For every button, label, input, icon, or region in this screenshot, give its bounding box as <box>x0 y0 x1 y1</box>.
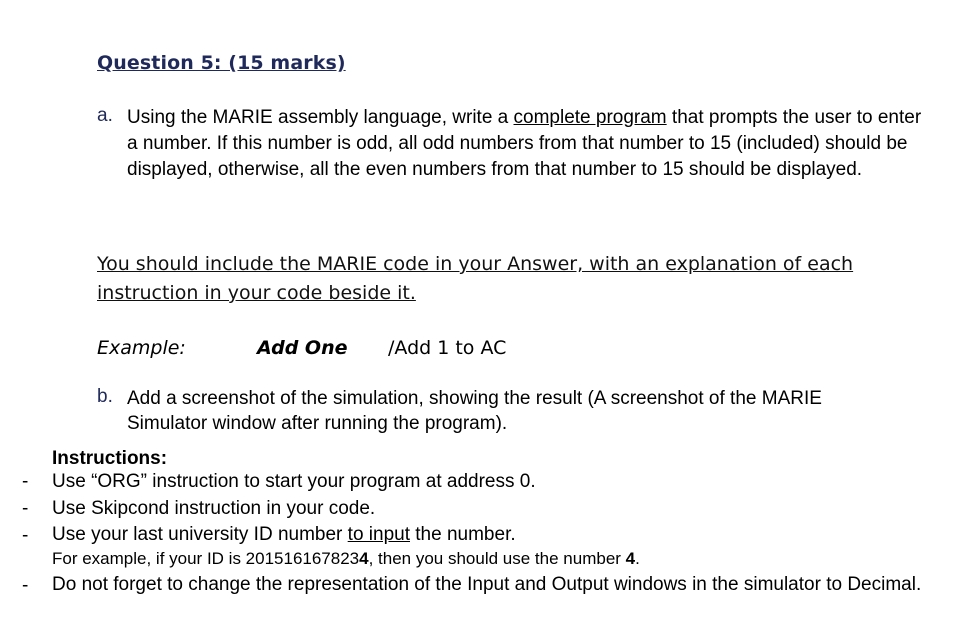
part-b-marker: b. <box>97 386 113 407</box>
question-title: Question 5: (15 marks) <box>97 52 346 74</box>
answer-note: You should include the MARIE code in your Answer, with an explanation of each instruction in your code beside it. <box>97 253 854 304</box>
instruction-item-1: Use “ORG” instruction to start your program at address 0. <box>52 471 536 492</box>
id-example <box>52 549 640 569</box>
id-example-pre: For example, if your ID is 201516167823 <box>52 549 360 568</box>
bullet-1: - <box>22 471 29 492</box>
item3-underlined: to input <box>347 524 410 545</box>
example-label: Example: <box>97 337 186 359</box>
part-a-underlined: complete program <box>513 107 667 128</box>
bullet-2: - <box>22 498 29 519</box>
item3-post: the number. <box>410 524 516 545</box>
part-a-post: that prompts the user to enter a number. If this number is odd, all odd numbers from that number to 15 (included) should be displayed, otherwise, all the even numbers from that number to 15 should be displayed. <box>127 107 922 180</box>
id-example-end: . <box>635 549 640 568</box>
part-a-marker: a. <box>97 105 113 126</box>
instruction-item-2: Use Skipcond instruction in your code. <box>52 498 376 519</box>
item3-pre: Use your last university ID number <box>52 524 348 545</box>
instruction-item-3 <box>52 522 932 548</box>
example-comment: /Add 1 to AC <box>388 337 507 359</box>
part-a-text <box>127 105 927 183</box>
part-a-pre: Using the MARIE assembly language, write a <box>127 107 514 128</box>
instruction-item-4: Do not forget to change the representation of the Input and Output windows in the simulator to Decimal. <box>52 574 922 595</box>
instructions-heading: Instructions: <box>52 448 168 469</box>
example-code: Add One <box>257 337 348 359</box>
part-b-text: Add a screenshot of the simulation, showing the result (A screenshot of the MARIE Simulator window after running the program). <box>127 388 822 434</box>
id-example-mid: , then you should use the number <box>368 549 626 568</box>
id-example-bold-number: 4 <box>625 549 636 568</box>
id-example-bold-digit: 4 <box>359 549 369 568</box>
bullet-4: - <box>22 575 29 596</box>
bullet-3: - <box>22 525 29 546</box>
